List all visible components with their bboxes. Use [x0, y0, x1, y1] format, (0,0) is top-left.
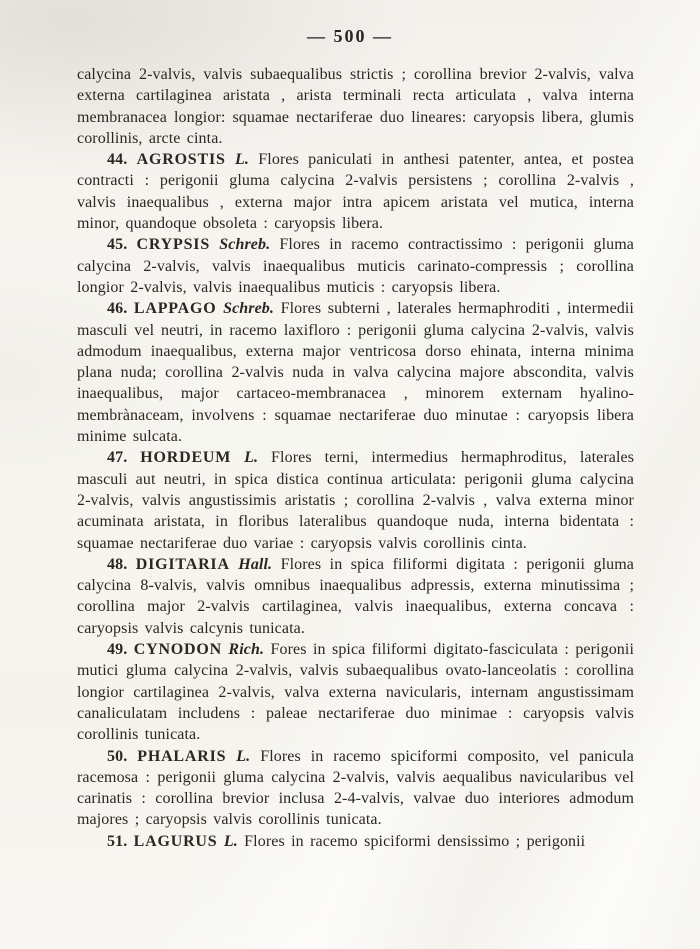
genus-authority: Schreb. — [223, 300, 275, 318]
entry-text: Flores in racemo spiciformi densissimo ; perigonii — [244, 832, 586, 850]
genus-authority: L. — [236, 747, 251, 765]
genus-name: HORDEUM — [140, 449, 232, 467]
continuation-text: calycina 2-valvis, valvis subaequalibus strictis ; corollina brevior 2-valvis, valva externa cartilaginea aristata , arista terminali recta articulata , valva interna membranacea longior: squamae nectariferae duo lineares: caryopsis libera, glumis corollinis, arcte cinta. — [77, 66, 634, 147]
genus-entry-lappago — [77, 298, 634, 447]
genus-entry-phalaris — [77, 746, 634, 831]
genus-name: CRYPSIS — [136, 236, 211, 254]
genus-authority: L. — [223, 832, 238, 850]
genus-authority: L. — [244, 449, 259, 467]
paragraph-continuation — [77, 64, 634, 149]
entry-number: 46. — [107, 300, 128, 318]
genus-entry-cynodon — [77, 639, 634, 745]
entry-number: 44. — [107, 151, 128, 169]
entry-text: Flores in racemo contractissimo : perigonii gluma calycina 2-valvis, valvis inaequalibus muticis carinato-compressis ; corollina longior 2-valvis, valvis inaequalibus muticis : caryopsis libera. — [77, 236, 635, 296]
genus-name: DIGITARIA — [135, 555, 230, 573]
genus-name: LAPPAGO — [133, 300, 217, 318]
genus-authority: Schreb. — [219, 236, 271, 254]
entry-text: Flores in racemo spiciformi composito, vel panicula racemosa : perigonii gluma calycina 2-valvis, valvis aequalibus navicularibus vel carinatis : corollina brevior inclusa 2-4-valvis, valvae duo interiores admodum majores ; caryopsis valvis corollinis tunicata. — [77, 747, 634, 829]
genus-entry-digitaria — [77, 554, 634, 639]
entry-text: Flores subterni , laterales hermaphroditi , intermedii masculi vel neutri, in racemo laxifloro : perigonii gluma calycina 2-valvis, valvis admodum inaequalibus, externa major ventricosa dorso ehinata, interna minima plana nuda; corollina 2-valvis nuda in valva calycina majore abscondita, valvis inaequalibus, major cartaceo-membranacea , minorem externam hyalino-membrànaceam, involvens : squamae nectariferae duo minutae : caryopsis libera minime sulcata. — [77, 300, 634, 446]
genus-entry-lagurus — [77, 831, 634, 852]
page-number: — 500 — — [307, 26, 393, 46]
genus-name: PHALARIS — [137, 747, 227, 765]
genus-entry-agrostis — [77, 149, 634, 234]
page-number-header — [0, 26, 700, 47]
genus-authority: L. — [235, 151, 249, 169]
entry-number: 48. — [107, 555, 128, 573]
page-text-block — [77, 64, 634, 852]
genus-entry-crypsis — [77, 234, 634, 298]
entry-text: Fores in spica filiformi digitato-fasciculata : perigonii mutici gluma calycina 2-valvis, valvis subaequalibus ovato-lanceolatis : corollina longior cartilaginea 2-valvis, valva externa navicularis, internam angustissimam canaliculatam includens : paleae nectariferae duo minimae : caryopsis valvis corollinis tunicata. — [77, 641, 634, 744]
genus-entry-hordeum — [77, 447, 634, 553]
genus-name: CYNODON — [133, 641, 222, 659]
entry-number: 50. — [107, 747, 128, 765]
entry-number: 45. — [107, 236, 128, 254]
genus-authority: Rich. — [228, 641, 265, 659]
entry-number: 51. — [107, 832, 128, 850]
genus-name: AGROSTIS — [136, 151, 226, 169]
genus-name: LAGURUS — [133, 832, 218, 850]
entry-text: Flores paniculati in anthesi patenter, antea, et postea contracti : perigonii gluma calycina 2-valvis persistens ; corollina 2-valvis , valvis inaequalibus , externa major intra apicem aristata vel mutica, interna minor, quandoque obsoleta : caryopsis libera. — [77, 151, 635, 233]
entry-text: Flores in spica filiformi digitata : perigonii gluma calycina 8-valvis, valvis omnibus inaequalibus adpressis, externa minutissima ; corollina major 2-valvis cartilaginea, valvis inaequalibus, externa concava : caryopsis valvis calcynis tunicata. — [77, 555, 635, 637]
entry-number: 47. — [107, 449, 128, 467]
entry-number: 49. — [107, 641, 128, 659]
genus-authority: Hall. — [238, 555, 273, 573]
entry-text: Flores terni, intermedius hermaphroditus, laterales masculi aut neutri, in spica distica continua articulata: perigonii gluma calycina 2-valvis, valvis angustissimis aristatis ; corollina 2-valvis , valva externa minor acuminata aristata, in floribus lateralibus quandoque nuda, interna bidentata : squamae nectariferae duo variae : caryopsis valvis corollinis cinta. — [77, 449, 635, 552]
